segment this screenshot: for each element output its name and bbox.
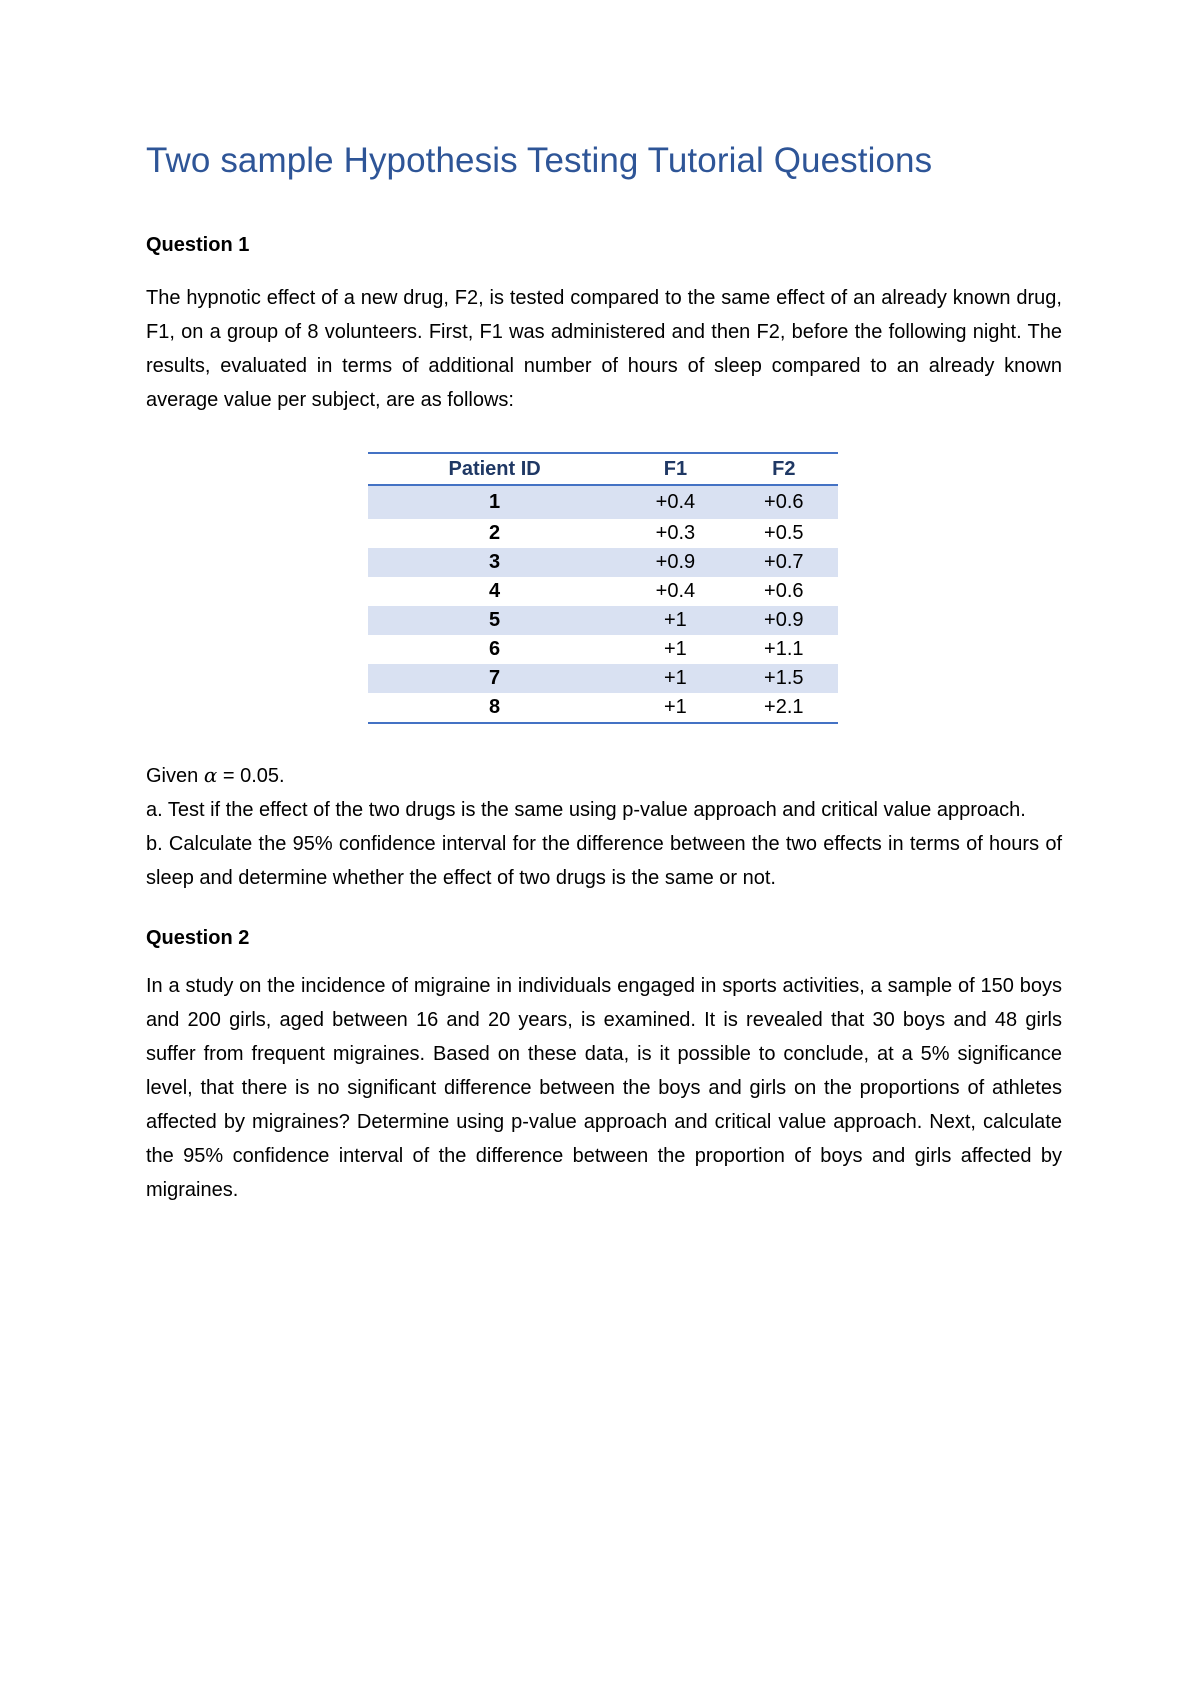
cell-f2: +1.5	[730, 664, 838, 693]
question-1-intro: The hypnotic effect of a new drug, F2, is tested compared to the same effect of an already known drug, F1, on a group of 8 volunteers. First, F1 was administered and then F2, before the following night. The results, evaluated in terms of additional number of hours of sleep compared to an already known average value per subject, are as follows:	[146, 287, 1062, 411]
cell-f2: +0.6	[764, 580, 804, 602]
cell-patient-id: 2	[489, 522, 501, 544]
cell-patient-id: 4	[489, 580, 501, 602]
given-alpha	[146, 758, 1062, 793]
results-table	[368, 452, 838, 724]
cell-f2: +0.6	[730, 485, 838, 519]
cell-f1: +0.9	[621, 548, 729, 577]
table-row	[368, 664, 838, 693]
document-title: Two sample Hypothesis Testing Tutorial Questions	[146, 141, 933, 180]
table-row	[368, 519, 838, 548]
table-header-row	[368, 453, 838, 485]
cell-f2: +0.5	[764, 522, 804, 544]
cell-f1: +0.4	[621, 485, 729, 519]
cell-f2: +0.7	[730, 548, 838, 577]
alpha-symbol: α	[203, 763, 218, 787]
question-2-body: In a study on the incidence of migraine in individuals engaged in sports activities, a sample of 150 boys and 200 girls, aged between 16 and 20 years, is examined. It is revealed that 30 boys and 48 girls suffer from frequent migraines. Based on these data, is it possible to conclude, at a 5% significance level, that there is no significant difference between the boys and girls on the proportions of athletes affected by migraines? Determine using p-value approach and critical value approach. Next, calculate the 95% confidence interval of the difference between the proportion of boys and girls affected by migraines.	[146, 975, 1062, 1201]
table-row	[368, 635, 838, 664]
given-prefix: Given	[146, 765, 204, 787]
cell-patient-id: 7	[368, 664, 621, 693]
cell-patient-id: 5	[368, 606, 621, 635]
header-f1: F1	[663, 457, 688, 480]
cell-f1: +1	[664, 638, 687, 660]
question-1-heading: Question 1	[146, 234, 250, 256]
document-page	[146, 140, 1062, 1207]
question-2-heading: Question 2	[146, 927, 250, 949]
cell-f1: +0.3	[655, 522, 696, 544]
cell-patient-id: 8	[489, 696, 501, 718]
cell-f2: +0.9	[730, 606, 838, 635]
table-row	[368, 577, 838, 606]
given-suffix: = 0.05.	[217, 765, 285, 787]
cell-f1: +1	[664, 696, 687, 718]
table-row	[368, 548, 838, 577]
table-row	[368, 606, 838, 635]
table-row	[368, 485, 838, 519]
cell-patient-id: 1	[368, 485, 621, 519]
header-patient-id: Patient ID	[448, 457, 541, 480]
cell-f1: +0.4	[655, 580, 696, 602]
cell-patient-id: 3	[368, 548, 621, 577]
cell-patient-id: 6	[489, 638, 501, 660]
cell-f1: +1	[621, 664, 729, 693]
cell-f2: +1.1	[764, 638, 804, 660]
cell-f2: +2.1	[764, 696, 804, 718]
results-table-wrapper	[368, 452, 838, 724]
table-row	[368, 693, 838, 723]
question-1-part-a: a. Test if the effect of the two drugs is the same using p-value approach and critical value approach.	[146, 799, 1026, 821]
cell-f1: +1	[621, 606, 729, 635]
question-1-part-b: b. Calculate the 95% confidence interval for the difference between the two effects in terms of hours of sleep and determine whether the effect of two drugs is the same or not.	[146, 833, 1062, 889]
header-f2: F2	[772, 457, 796, 480]
